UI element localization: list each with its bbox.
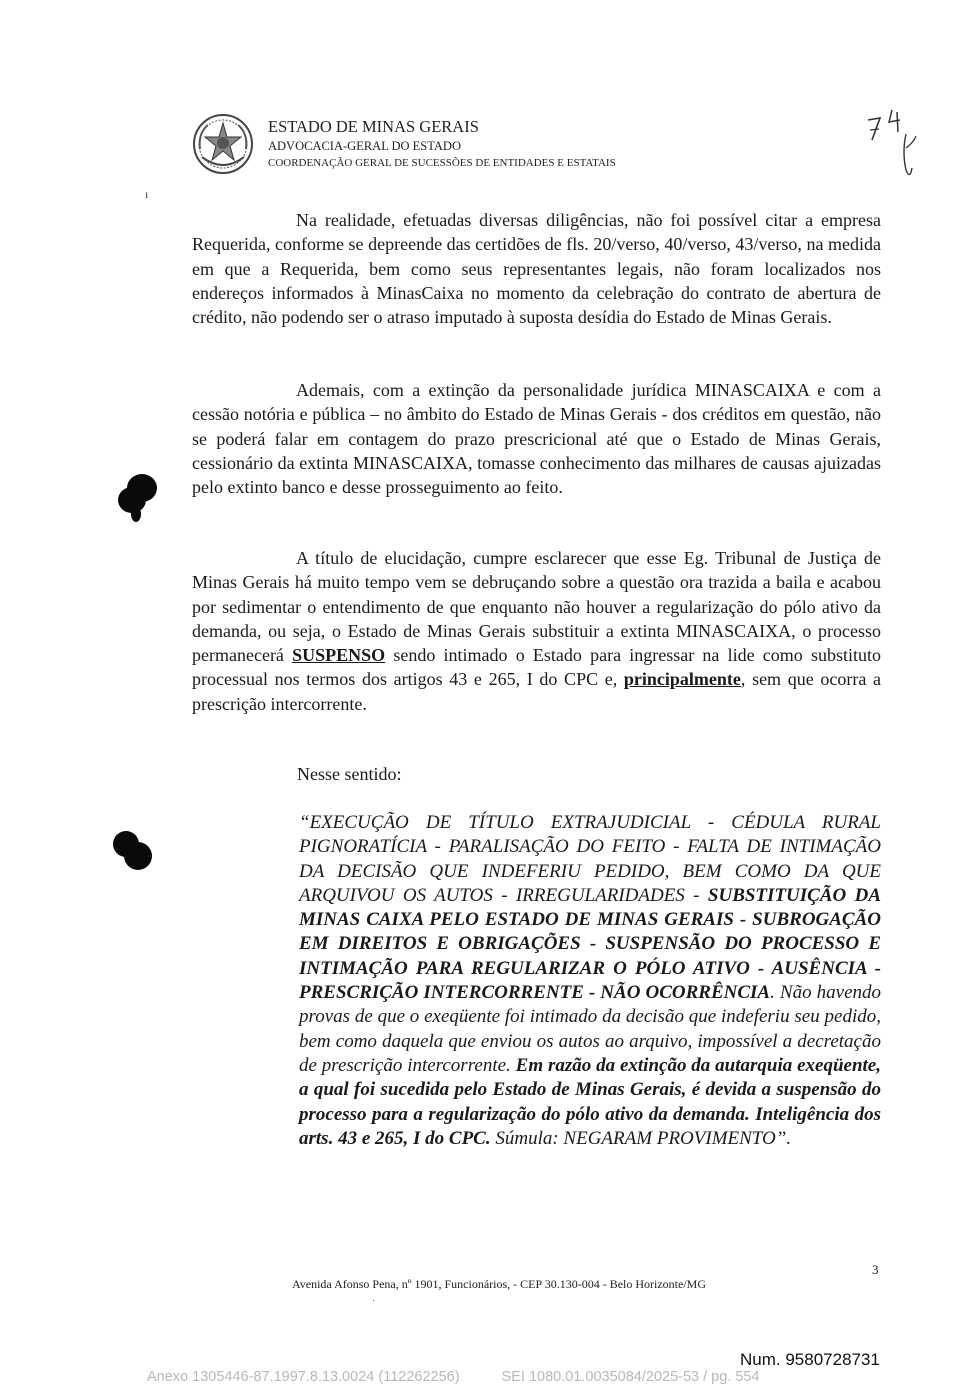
annex-reference: Anexo 1305446-87.1997.8.13.0024 (112262256) <box>147 1369 460 1385</box>
emphasis-suspenso: SUSPENSO <box>292 645 386 666</box>
header-department-name: COORDENAÇÃO GERAL DE SUCESSÕES DE ENTIDADES E ESTATAIS <box>268 157 616 169</box>
margin-mark: ı <box>145 187 149 201</box>
handwritten-page-number <box>862 108 922 183</box>
document-number-stamp: Num. 9580728731 <box>740 1350 880 1369</box>
quote-lead-in: Nesse sentido: <box>297 764 402 784</box>
header-agency-name: ADVOCACIA-GERAL DO ESTADO <box>268 139 461 153</box>
annex-reference-line <box>147 1369 760 1385</box>
ink-blot-upper <box>112 470 164 528</box>
ink-blot-lower <box>108 826 160 878</box>
state-coat-of-arms-seal <box>192 113 254 175</box>
page-number: 3 <box>872 1262 879 1277</box>
footer-mark: · <box>372 1296 376 1307</box>
paragraph-minascaixa-extinction: Ademais, com a extinção da personalidade jurídica MINASCAIXA e com a cessão notória e pública – no âmbito do Estado de Minas Gerais - dos créditos em questão, não se poderá falar em contagem do prazo prescricional até que o Estado de Minas Gerais, cessionário da extinta MINASCAIXA, tomasse conhecimento das milhares de causas ajuizadas pelo extinto banco e desse prosseguimento ao feito. <box>192 380 881 498</box>
paragraph-tribunal-understanding: A título de elucidação, cumpre esclarecer que esse Eg. Tribunal de Justiça de Minas Gerais há muito tempo vem se debruçando sobre a questão ora trazida a baila e acabou por sedimentar o entendimento de que enquanto não houver a regularização do pólo ativo da demanda, ou seja, o Estado de Minas Gerais substituir a extinta MINASCAIXA, o processo permanecerá SUSPENSO sendo intimado o Estado para ingressar na lide como substituto processual nos termos dos artigos 43 e 265, I do CPC e, principalmente, sem que ocorra a prescrição intercorrente. <box>192 548 881 714</box>
jurisprudence-quote: “EXECUÇÃO DE TÍTULO EXTRAJUDICIAL - CÉDULA RURAL PIGNORATÍCIA - PARALISAÇÃO DO FEITO - FALTA DE INTIMAÇÃO DA DECISÃO QUE INDEFERIU PEDIDO, BEM COMO DA QUE ARQUIVOU OS AUTOS - IRREGULARIDADES - SUBSTITUIÇÃO DA MINAS CAIXA PELO ESTADO DE MINAS GERAIS - SUBROGAÇÃO EM DIREITOS E OBRIGAÇÕES - SUSPENSÃO DO PROCESSO E INTIMAÇÃO PARA REGULARIZAR O PÓLO ATIVO - AUSÊNCIA - PRESCRIÇÃO INTERCORRENTE - NÃO OCORRÊNCIA. Não havendo provas de que o exeqüente foi intimado da decisão que indeferiu seu pedido, bem como daquela que enviou os autos ao arquivo, impossível a decretação de prescrição intercorrente. Em razão da extinção da autarquia exeqüente, a qual foi sucedida pelo Estado de Minas Gerais, é devida a suspensão do processo para a regularização do pólo ativo da demanda. Inteligência dos arts. 43 e 265, I do CPC. Súmula: NEGARAM PROVIMENTO”. <box>299 812 882 1149</box>
header-state-name: ESTADO DE MINAS GERAIS <box>268 117 479 136</box>
footer-address: Avenida Afonso Pena, nº 1901, Funcionários, - CEP 30.130-004 - Belo Horizonte/MG <box>292 1277 707 1291</box>
paragraph-diligences: Na realidade, efetuadas diversas diligências, não foi possível citar a empresa Requerida, conforme se depreende das certidões de fls. 20/verso, 40/verso, 43/verso, na medida em que a Requerida, bem como seus representantes legais, não foram localizados nos endereços informados à MinasCaixa no momento da celebração do contrato de abertura de crédito, não podendo ser o atraso imputado à suposta desídia do Estado de Minas Gerais. <box>192 210 881 328</box>
emphasis-principalmente: principalmente <box>623 669 741 690</box>
sei-reference: SEI 1080.01.0035084/2025-53 / pg. 554 <box>501 1369 760 1385</box>
